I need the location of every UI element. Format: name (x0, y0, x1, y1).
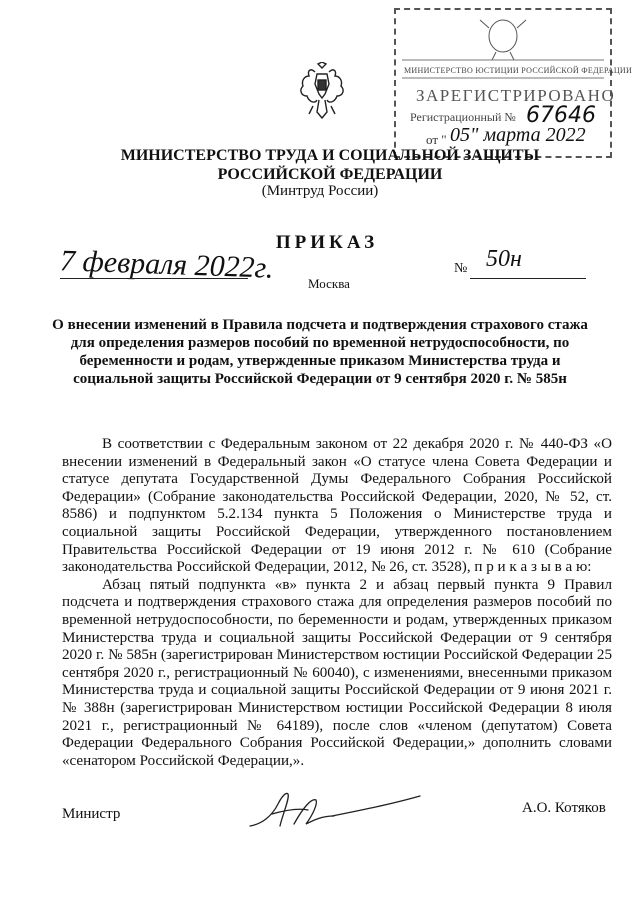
signatory-name: А.О. Котяков (522, 800, 606, 816)
stamp-number-value: 67646 (526, 103, 596, 128)
document-title: О внесении изменений в Правила подсчета и подтверждения страхового стажа для определения размеров пособий по временной нетрудоспособности, по беременности и родам, утвержденные приказом Министерства труда и социальной защиты Российской Федерации от 9 сентября 2020 г. № 585н (52, 317, 588, 387)
handwritten-signature-icon (242, 786, 432, 832)
ministry-short-name: (Минтруд России) (261, 183, 379, 199)
ministry-name-line2: РОССИЙСКОЙ ФЕДЕРАЦИИ (217, 166, 443, 183)
number-underline (470, 278, 586, 279)
order-date: 7 февраля 2022г. (59, 244, 275, 285)
stamp-date-label: от " (426, 132, 447, 147)
stamp-number-label: Регистрационный № (410, 110, 516, 124)
order-number-label: № (454, 261, 468, 276)
registration-stamp (394, 8, 633, 158)
document-body (62, 436, 612, 770)
body-paragraph-2: Абзац пятый подпункта «в» пункта 2 и абзац первый пункта 9 Правил подсчета и подтверждения страхового стажа для определения размеров пособий по временной нетрудоспособности, по беременности и родам, утвержденных приказом Министерства труда и социальной защиты Российской Федерации от 9 сентября 2020 г. № 585н (зарегистрирован Министерством юстиции Российской Федерации 25 сентября 2020 г., регистрационный № 60040), с изменениями, внесенными приказом Министерства труда и социальной защиты Российской Федерации от 9 июня 2021 г. № 388н (зарегистрирован Министерством юстиции Российской Федерации 8 июля 2021 г., регистрационный № 64189), после слов «членом (депутатом) Совета Федерации Федерального Собрания Российской Федерации,» дополнить словами «сенатором Российской Федерации,». (62, 576, 612, 769)
stamp-status: ЗАРЕГИСТРИРОВАНО (416, 86, 616, 105)
ministry-header (0, 146, 640, 184)
ministry-name: МИНИСТЕРСТВО ТРУДА И СОЦИАЛЬНОЙ ЗАЩИТЫ (120, 147, 540, 164)
order-title: ПРИКАЗ (275, 232, 379, 253)
order-city: Москва (308, 276, 350, 291)
stamp-organization: МИНИСТЕРСТВО ЮСТИЦИИ РОССИЙСКОЙ ФЕДЕРАЦИИ (404, 66, 633, 75)
order-number: 50н (486, 246, 522, 272)
signatory-position: Министр (62, 806, 121, 822)
body-paragraph-1: В соответствии с Федеральным законом от 22 декабря 2020 г. № 440-ФЗ «О внесении изменений в Федеральный закон «О статусе члена Совета Федерации и статусе депутата Государственной Думы Федерального Собрания Российской Федерации» (Собрание законодательства Российской Федерации, 2020, № 52, ст. 8586) и подпунктом 5.2.134 пункта 5 Положения о Министерстве труда и социальной защиты Российской Федерации, утвержденного постановлением Правительства Российской Федерации от 19 июня 2012 г. № 610 (Собрание законодательства Российской Федерации, 2012, № 26, ст. 3528), п р и к а з ы в а ю: (62, 436, 612, 576)
coat-of-arms-icon (297, 62, 347, 120)
stamp-date-value: 05" марта 2022 (450, 124, 586, 146)
